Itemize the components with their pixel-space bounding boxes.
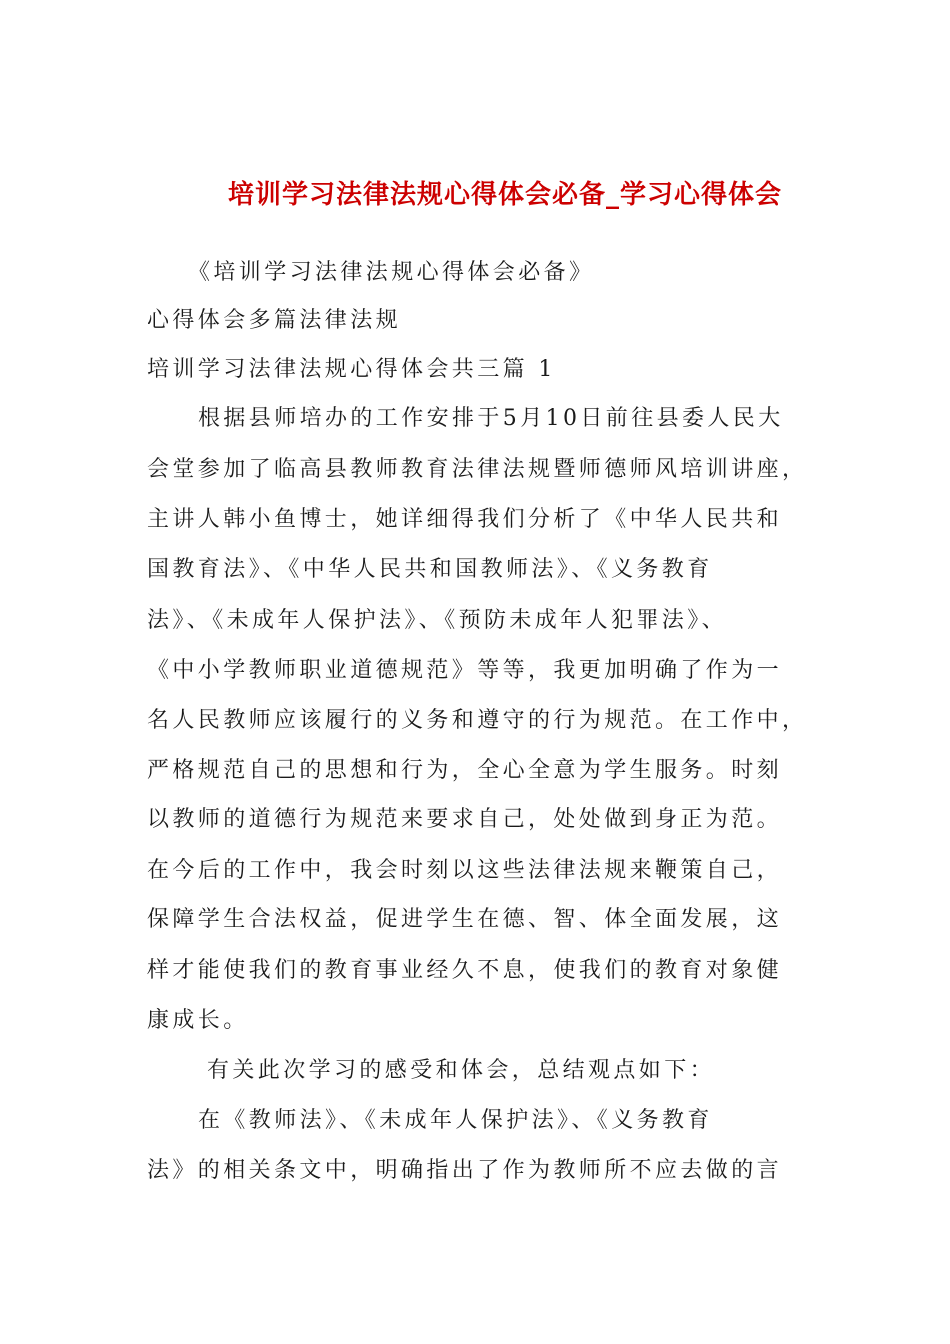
paragraph-line: 法》、《未成年人保护法》、《预防未成年人犯罪法》、 xyxy=(147,608,728,633)
paragraph-line: 会堂参加了临高县教师教育法律法规暨师德师风培训讲座， xyxy=(147,457,808,482)
paragraph-line: 在今后的工作中，我会时刻以这些法律法规来鞭策自己， xyxy=(147,858,783,883)
document-title: 培训学习法律法规心得体会必备_学习心得体会 xyxy=(227,180,782,210)
paragraph-line: 主讲人韩小鱼博士，她详细得我们分析了《中华人民共和 xyxy=(147,507,783,532)
paragraph-line: 保障学生合法权益，促进学生在德、智、体全面发展，这 xyxy=(147,907,783,932)
paragraph-line: 在《教师法》、《未成年人保护法》、《义务教育 xyxy=(198,1108,713,1133)
paragraph-line: 根据县师培办的工作安排于5月10日前往县委人民大 xyxy=(198,406,784,431)
paragraph-line: 《中小学教师职业道德规范》等等，我更加明确了作为一 xyxy=(147,658,783,683)
paragraph-line: 国教育法》、《中华人民共和国教师法》、《义务教育 xyxy=(147,557,713,582)
paragraph-line: 以教师的道德行为规范来要求自己，处处做到身正为范。 xyxy=(147,807,783,832)
paragraph-line: 样才能使我们的教育事业经久不息，使我们的教育对象健 xyxy=(147,958,783,983)
subtitle-line: 心得体会多篇法律法规 xyxy=(147,308,402,333)
paragraph-line: 严格规范自己的思想和行为，全心全意为学生服务。时刻 xyxy=(147,758,783,783)
paragraph-line: 名人民教师应该履行的义务和遵守的行为规范。在工作中， xyxy=(147,708,808,733)
section-heading: 培训学习法律法规心得体会共三篇 1 xyxy=(147,357,556,382)
paragraph-line: 法》的相关条文中，明确指出了作为教师所不应去做的言 xyxy=(147,1158,783,1183)
paragraph-line: 康成长。 xyxy=(147,1008,249,1033)
summary-line: 有关此次学习的感受和体会，总结观点如下： xyxy=(207,1058,716,1083)
book-title-line: 《培训学习法律法规心得体会必备》 xyxy=(188,260,595,285)
